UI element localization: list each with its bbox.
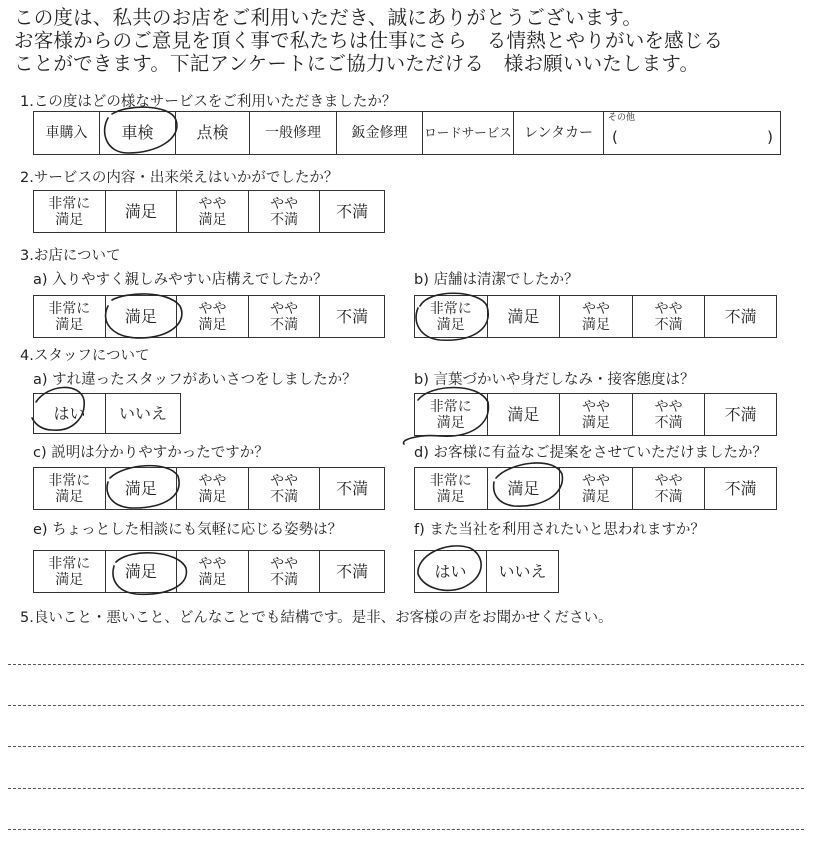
- q4e-option-4[interactable]: 不満: [336, 561, 369, 581]
- q3b-option-2[interactable]: やや 満足: [560, 296, 633, 337]
- question-3-heading: 3.お店について: [20, 248, 121, 264]
- q1-option-other[interactable]: [604, 112, 779, 154]
- question-4c: c) 説明は分かりやすかったですか？: [33, 445, 269, 461]
- q3b-options: [414, 295, 777, 338]
- q1-option-general-repair[interactable]: 一般修理: [250, 112, 337, 154]
- q1-option-check[interactable]: 点検: [176, 112, 250, 154]
- q3b-option-3[interactable]: やや 不満: [633, 296, 706, 337]
- q4c-option-0[interactable]: 非常に 満足: [34, 468, 106, 509]
- q4a-option-0[interactable]: はい: [34, 394, 106, 433]
- question-4-heading: 4.スタッフについて: [20, 348, 150, 364]
- question-4b: b) 言葉づかいや身だしなみ・接客態度は？: [414, 372, 695, 388]
- q4c-option-4[interactable]: 不満: [336, 478, 369, 498]
- q3a-option-4[interactable]: 不満: [336, 306, 369, 326]
- q4e-options: [33, 550, 385, 593]
- q4f-options: [414, 550, 559, 593]
- q4d-option-4[interactable]: 不満: [724, 478, 757, 498]
- other-paren-open: (: [612, 128, 618, 146]
- q2-option-4[interactable]: 不満: [336, 201, 369, 221]
- intro-line: この度は、私共のお店をご利用いただき、誠にありがとうございます。: [14, 6, 643, 29]
- comment-line[interactable]: [8, 705, 804, 706]
- question-2: 2.サービスの内容・出来栄えはいかがでしたか？: [20, 170, 339, 186]
- q2-options: [33, 190, 385, 233]
- question-5: 5.良いこと・悪いこと、どんなことでも結構です。是非、お客様の声をお聞かせください。: [20, 610, 613, 626]
- other-paren-close: ): [767, 128, 773, 146]
- q4c-option-1[interactable]: 満足: [106, 468, 178, 509]
- q4c-options: [33, 467, 385, 510]
- q4b-option-2[interactable]: やや 満足: [560, 394, 633, 435]
- q3a-option-3[interactable]: やや 不満: [249, 296, 321, 337]
- q3a-option-1[interactable]: 満足: [106, 296, 178, 337]
- intro-line: ことができます。下記アンケートにご協力いただける 様お願いいたします。: [14, 52, 700, 75]
- q3a-option-0[interactable]: 非常に 満足: [34, 296, 106, 337]
- q1-option-body-repair[interactable]: 鈑金修理: [337, 112, 423, 154]
- q1-options: [33, 111, 781, 155]
- q4b-option-1[interactable]: 満足: [488, 394, 561, 435]
- q1-option-road-service[interactable]: ロードサービス: [423, 112, 514, 154]
- q4a-option-1[interactable]: いいえ: [118, 403, 167, 423]
- question-1: 1.この度はどの様なサービスをご利用いただきましたか？: [20, 94, 397, 110]
- q4d-options: [414, 467, 777, 510]
- question-4e: e) ちょっとした相談にも気軽に応じる姿勢は？: [33, 522, 343, 538]
- question-3b: b) 店舗は清潔でしたか？: [414, 272, 579, 288]
- q4e-option-2[interactable]: やや 満足: [177, 551, 249, 592]
- question-4d: d) お客様に有益なご提案をさせていただけましたか？: [414, 445, 767, 461]
- q3b-option-4[interactable]: 不満: [724, 306, 757, 326]
- question-4f: f) また当社を利用されたいと思われますか？: [414, 522, 705, 538]
- question-3a: a) 入りやすく親しみやすい店構えでしたか？: [33, 272, 328, 288]
- q4c-option-3[interactable]: やや 不満: [249, 468, 321, 509]
- intro-line: お客様からのご意見を頂く事で私たちは仕事にさら る情熱とやりがいを感じる: [14, 29, 724, 52]
- q3b-option-0[interactable]: 非常に 満足: [415, 296, 488, 337]
- q4d-option-2[interactable]: やや 満足: [560, 468, 633, 509]
- other-label: その他: [608, 113, 636, 123]
- q4a-options: [33, 393, 181, 434]
- q2-option-2[interactable]: やや 満足: [177, 191, 249, 232]
- q2-option-0[interactable]: 非常に 満足: [34, 191, 106, 232]
- q4b-option-3[interactable]: やや 不満: [633, 394, 706, 435]
- q4e-option-0[interactable]: 非常に 満足: [34, 551, 106, 592]
- comment-line[interactable]: [8, 664, 804, 665]
- q3b-option-1[interactable]: 満足: [488, 296, 561, 337]
- q4f-option-0[interactable]: はい: [415, 551, 487, 592]
- q4b-option-4[interactable]: 不満: [724, 404, 757, 424]
- q2-option-3[interactable]: やや 不満: [249, 191, 321, 232]
- q4d-option-3[interactable]: やや 不満: [633, 468, 706, 509]
- q4b-options: [414, 393, 777, 436]
- q1-option-car-purchase[interactable]: 車購入: [34, 112, 100, 154]
- q3a-options: [33, 295, 385, 338]
- q2-option-1[interactable]: 満足: [106, 191, 178, 232]
- q3a-option-2[interactable]: やや 満足: [177, 296, 249, 337]
- q1-option-inspection[interactable]: 車検: [100, 112, 176, 154]
- intro-text: [14, 6, 814, 75]
- q4d-option-1[interactable]: 満足: [488, 468, 561, 509]
- comment-line[interactable]: [8, 746, 804, 747]
- q4e-option-1[interactable]: 満足: [106, 551, 178, 592]
- q4d-option-0[interactable]: 非常に 満足: [415, 468, 488, 509]
- q4c-option-2[interactable]: やや 満足: [177, 468, 249, 509]
- q4f-option-1[interactable]: いいえ: [498, 561, 547, 581]
- comment-line[interactable]: [8, 829, 804, 830]
- q4b-option-0[interactable]: 非常に 満足: [415, 394, 488, 435]
- q1-option-rental-car[interactable]: レンタカー: [514, 112, 604, 154]
- q4e-option-3[interactable]: やや 不満: [249, 551, 321, 592]
- question-4a: a) すれ違ったスタッフがあいさつをしましたか？: [33, 372, 357, 388]
- comment-line[interactable]: [8, 788, 804, 789]
